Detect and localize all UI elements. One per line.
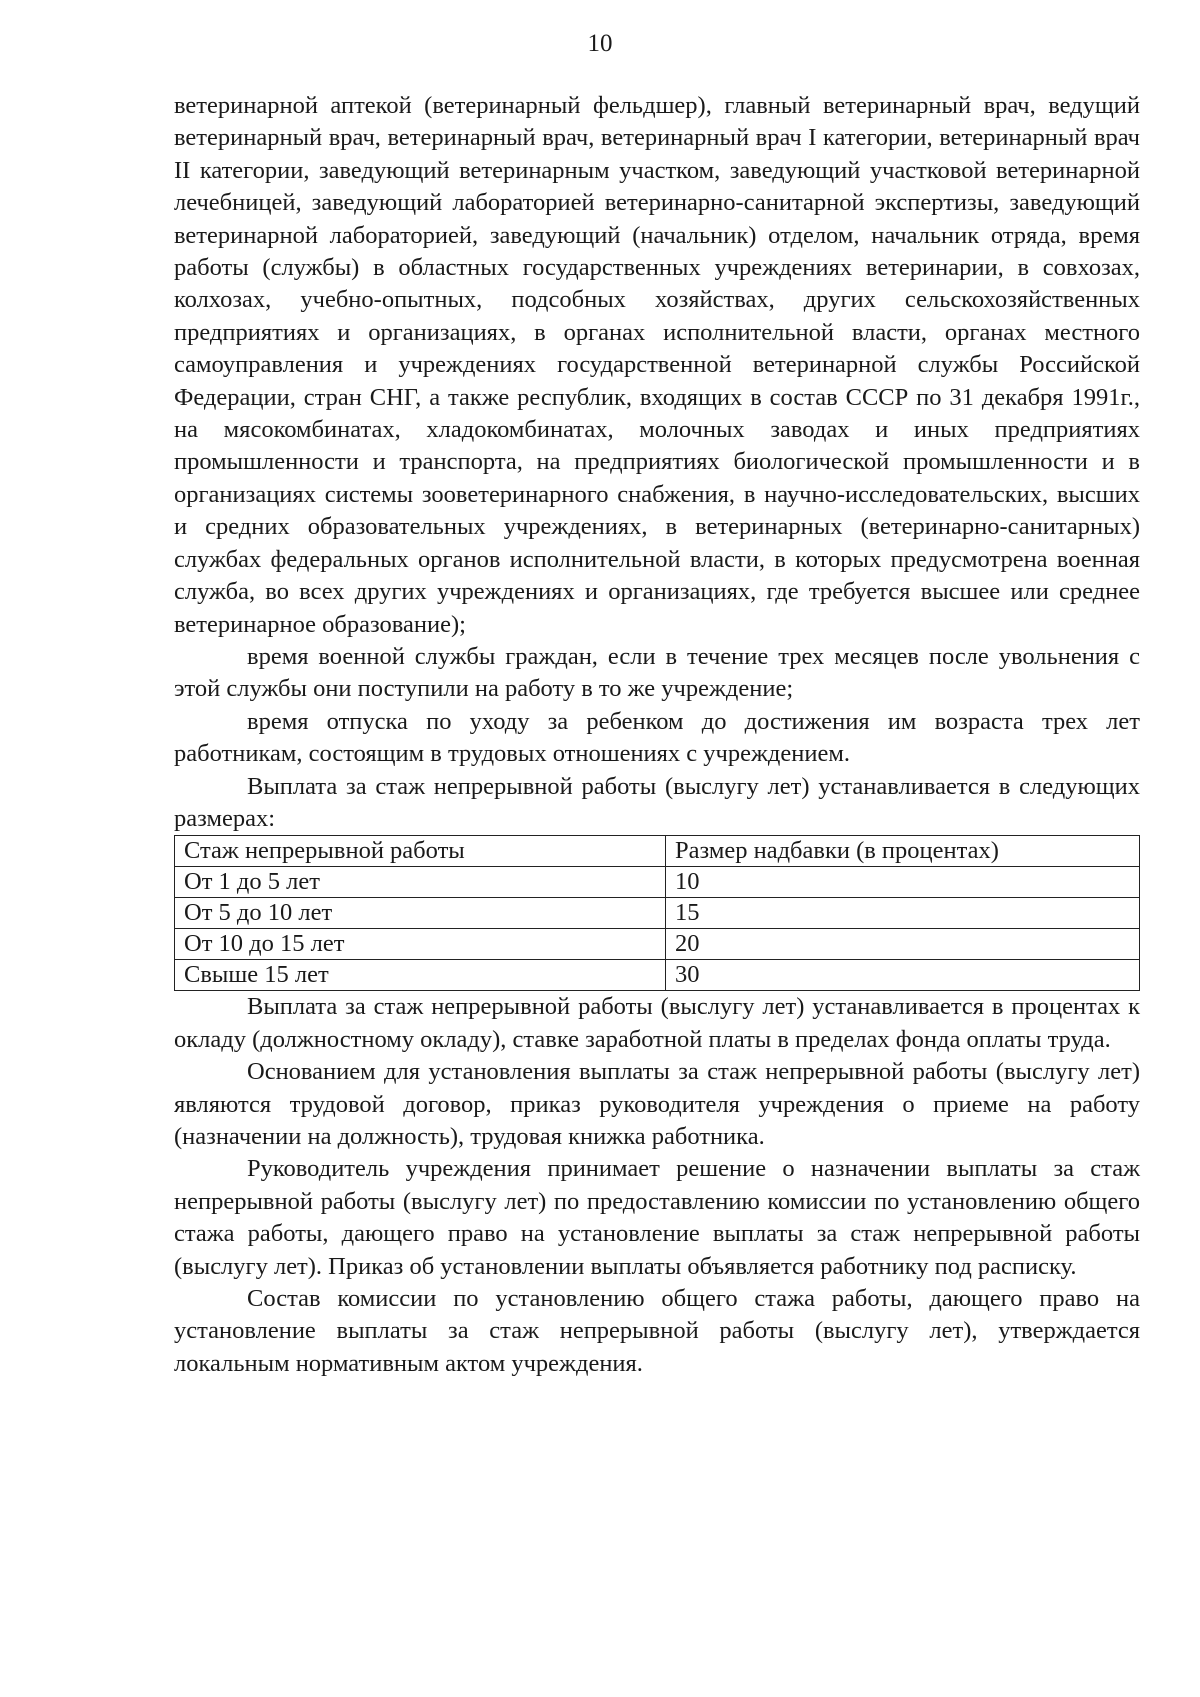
paragraph-commission: Состав комиссии по установлению общего стажа работы, дающего право на установление выплаты за стаж непрерывной работы (выслугу лет), утверждается локальным нормативным актом учреждения. [174,1285,1140,1377]
paragraph-bonus-basis: Выплата за стаж непрерывной работы (выслугу лет) устанавливается в процентах к окладу (должностному окладу), ставке заработной платы в пределах фонда оплаты труда. [174,993,1140,1053]
table-cell: 15 [666,898,1140,929]
table-header-row [175,836,1140,867]
table-cell: 10 [666,867,1140,898]
document-body [174,90,1140,1380]
paragraph-parental-leave: время отпуска по уходу за ребенком до достижения им возраста трех лет работникам, состоящим в трудовых отношениях с учреждением. [174,707,1140,768]
paragraph-continued: ветеринарной аптекой (ветеринарный фельдшер), главный ветеринарный врач, ведущий ветеринарный врач, ветеринарный врач, ветеринарный врач I категории, ветеринарный врач II категории, заведующий ветеринарным участком, заведующий участковой ветеринарной лечебницей, заведующий лабораторией ветеринарно-санитарной экспертизы, заведующий ветеринарной лабораторией, заведующий (начальник) отделом, начальник отряда, время работы (службы) в областных государственных учреждениях ветеринарии, в совхозах, колхозах, учебно-опытных, подсобных хозяйствах, других сельскохозяйственных предприятиях и организациях, в органах исполнительной власти, органах местного самоуправления и учреждениях государственной ветеринарной службы Российской Федерации, стран СНГ, а также республик, входящих в состав СССР по 31 декабря 1991г., на мясокомбинатах, хладокомбинатах, молочных заводах и иных предприятиях промышленности и транспорта, на предприятиях биологической промышленности и в организациях системы зооветеринарного снабжения, в научно-исследовательских, высших и средних образовательных учреждениях, в ветеринарных (ветеринарно-санитарных) службах федеральных органов исполнительной власти, в которых предусмотрена военная служба, во всех других учреждениях и организациях, где требуется высшее или среднее ветеринарное образование); [174,92,1140,638]
paragraph-military-service: время военной службы граждан, если в течение трех месяцев после увольнения с этой службы они поступили на работу в то же учреждение; [174,642,1140,703]
paragraph-table-intro: Выплата за стаж непрерывной работы (выслугу лет) устанавливается в следующих размерах: [174,772,1140,832]
seniority-bonus-table [174,835,1140,991]
table-cell: 30 [666,960,1140,991]
table-cell: От 5 до 10 лет [175,898,666,929]
table-row [175,929,1140,960]
page-number: 10 [587,30,613,57]
paragraph-grounds: Основанием для установления выплаты за стаж непрерывной работы (выслугу лет) являются трудовой договор, приказ руководителя учреждения о приеме на работу (назначении на должность), трудовая книжка работника. [174,1058,1140,1150]
table-cell: От 1 до 5 лет [175,867,666,898]
table-header-cell: Размер надбавки (в процентах) [666,836,1140,867]
table-header-cell: Стаж непрерывной работы [175,836,666,867]
table-cell: Свыше 15 лет [175,960,666,991]
table-row [175,960,1140,991]
table-row [175,867,1140,898]
table-cell: От 10 до 15 лет [175,929,666,960]
paragraph-director-decision: Руководитель учреждения принимает решение о назначении выплаты за стаж непрерывной работы (выслугу лет) по предоставлению комиссии по установлению общего стажа работы, дающего право на установление выплаты за стаж непрерывной работы (выслугу лет). Приказ об установлении выплаты объявляется работнику под расписку. [174,1155,1140,1280]
table-row [175,898,1140,929]
table-cell: 20 [666,929,1140,960]
